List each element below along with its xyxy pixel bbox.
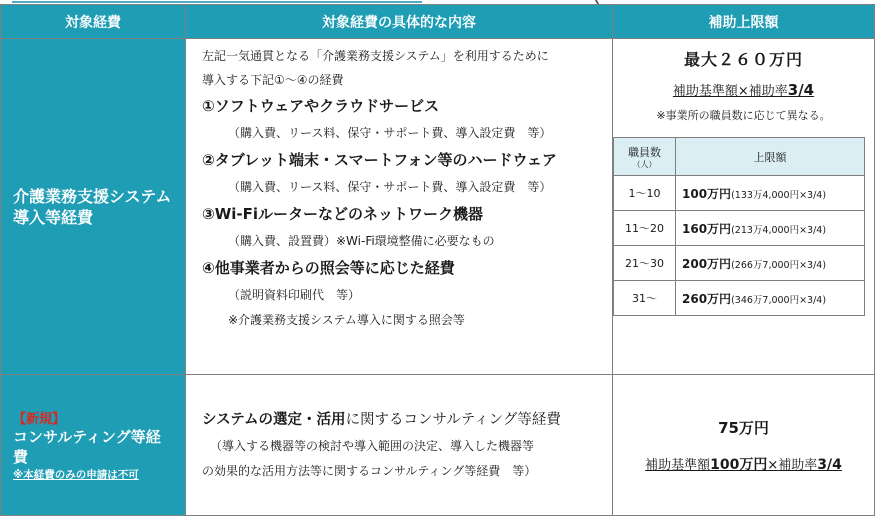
category-line-2: 導入等経費 xyxy=(13,207,94,227)
row-consulting-expense xyxy=(1,375,875,516)
top-accent-line xyxy=(12,1,422,3)
formula-2-rate: 3/4 xyxy=(817,456,842,473)
tier-header-limit: 上限額 xyxy=(676,138,865,176)
tier-amount: 160万円 xyxy=(682,221,732,236)
header-target-expense: 対象経費 xyxy=(1,5,186,39)
consulting-detail-1: （導入する機器等の検討や導入範囲の決定、導入した機器等 xyxy=(210,439,535,453)
category-consulting-expense xyxy=(1,375,186,516)
item-2-detail: （購入費、リース料、保守・サポート費、導入設定費 等） xyxy=(228,180,552,194)
consulting-detail-2: の効果的な活用方法等に関するコンサルティング等経費 等） xyxy=(202,464,537,478)
tier-amount: 100万円 xyxy=(682,186,732,201)
tier-calc: (266万7,000円×3/4) xyxy=(731,259,827,271)
header-expense-detail: 対象経費の具体的な内容 xyxy=(186,5,613,39)
row-system-expense xyxy=(1,39,875,375)
formula-1-rate: 3/4 xyxy=(787,81,815,99)
tier-staff: 21～30 xyxy=(614,246,676,281)
system-expense-content xyxy=(186,39,613,375)
formula-2-base: 100万円 xyxy=(710,456,768,473)
item-3-detail: （購入費、設置費）※Wi-Fi環境整備に必要なもの xyxy=(228,234,495,248)
intro-line-2: 導入する下記①～④の経費 xyxy=(202,72,344,87)
formula-2-mid: ×補助率 xyxy=(767,457,818,473)
tier-header-staff xyxy=(614,138,676,176)
system-expense-limit xyxy=(613,39,875,375)
subsidy-table xyxy=(0,4,875,516)
item-3-title: ③Wi-Fiルーターなどのネットワーク機器 xyxy=(202,205,484,223)
item-1-title: ①ソフトウェアやクラウドサービス xyxy=(202,97,440,115)
tier-limit xyxy=(676,246,865,281)
tier-amount: 200万円 xyxy=(682,256,732,271)
tier-row xyxy=(614,281,865,316)
max-amount: 最大２６０万円 xyxy=(683,50,803,69)
category-line-1: コンサルティング等経 xyxy=(13,428,161,446)
tier-calc: (133万4,000円×3/4) xyxy=(731,189,827,201)
category-system-expense xyxy=(1,39,186,375)
limit-note: ※事業所の職員数に応じて異なる。 xyxy=(656,109,831,122)
tier-row xyxy=(614,176,865,211)
new-tag: 【新規】 xyxy=(13,412,66,427)
tier-limit xyxy=(676,211,865,246)
tier-staff: 11～20 xyxy=(614,211,676,246)
tier-calc: (213万4,000円×3/4) xyxy=(731,224,827,236)
footnote: ※介護業務支援システム導入に関する照会等 xyxy=(228,313,465,327)
tier-calc: (346万7,000円×3/4) xyxy=(731,294,827,306)
intro-line-1: 左記一気通貫となる「介護業務支援システム」を利用するために xyxy=(202,49,549,63)
consulting-expense-content xyxy=(186,375,613,516)
tier-header-row xyxy=(614,138,865,176)
category-note: ※本経費のみの申請は不可 xyxy=(13,469,139,481)
staff-unit: （人） xyxy=(632,160,657,169)
header-row xyxy=(1,5,875,39)
tier-row xyxy=(614,246,865,281)
consulting-heading-bold: システムの選定・活用 xyxy=(202,412,346,428)
tier-amount: 260万円 xyxy=(682,291,732,306)
category-line-1: 介護業務支援システム xyxy=(13,186,172,206)
header-subsidy-limit: 補助上限額 xyxy=(613,5,875,39)
consulting-heading-rest: に関するコンサルティング等経費 xyxy=(345,412,561,428)
staff-tier-table xyxy=(613,137,865,316)
staff-label: 職員数 xyxy=(628,146,661,159)
tier-row xyxy=(614,211,865,246)
tier-limit xyxy=(676,281,865,316)
consulting-limit-amount: 75万円 xyxy=(718,418,769,437)
formula-2 xyxy=(613,454,874,474)
tier-limit xyxy=(676,176,865,211)
item-1-detail: （購入費、リース料、保守・サポート費、導入設定費 等） xyxy=(228,126,552,140)
item-2-title: ②タブレット端末・スマートフォン等のハードウェア xyxy=(202,151,557,169)
formula-2-prefix: 補助基準額 xyxy=(645,457,711,473)
item-4-title: ④他事業者からの照会等に応じた経費 xyxy=(202,259,455,277)
category-line-2: 費 xyxy=(13,448,29,466)
formula-1-prefix: 補助基準額×補助率 xyxy=(672,84,788,99)
tier-staff: 1～10 xyxy=(614,176,676,211)
formula-1 xyxy=(613,80,874,99)
consulting-expense-limit xyxy=(613,375,875,516)
tier-staff: 31～ xyxy=(614,281,676,316)
consulting-heading xyxy=(202,406,612,434)
item-4-detail: （説明資料印刷代 等） xyxy=(228,288,361,302)
